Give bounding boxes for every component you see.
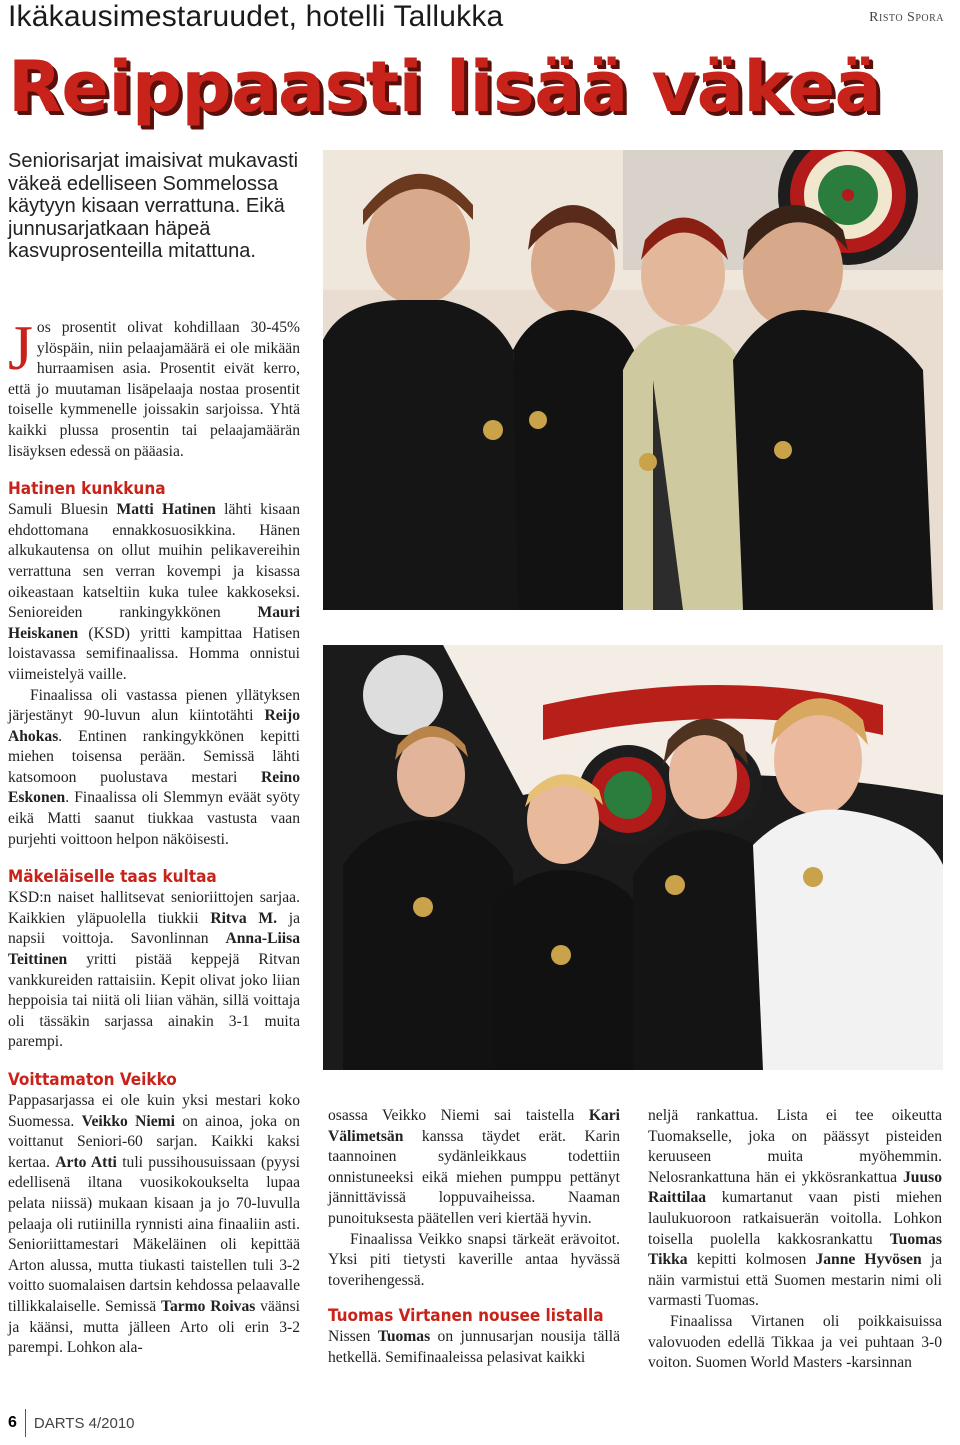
dropcap: J: [8, 312, 33, 383]
subhead-makelainen: Mäkeläiselle taas kultaa: [8, 867, 217, 888]
section-kicker: Ikäkausimestaruudet, hotelli Tallukka: [8, 0, 504, 33]
paragraph: neljä rankattua. Lista ei tee oikeutta Tuomakselle, joka on päässyt pisteiden keruuseen muita myöhemmin. Nelosrankattuna hän ei ykkösrankattua Juuso Raittilaa kumartanut vaan pisti miehen laulukuoroon ratkaisuerän voitolla. Lohkon toisella puolella kakkosrankattu Tuomas Tikka kepitti kolmosen Janne Hyvösen ja näin varmistui että Suomen mestarin nimi oli varmasti Tuomas.: [648, 1107, 942, 1310]
article-column-2: [328, 1106, 620, 1369]
magazine-issue: DARTS 4/2010: [33, 1414, 135, 1432]
intro-paragraph: Jos prosentit olivat kohdillaan 30-45% ylöspäin, niin pelaajamäärä ei ole mikään hurraamisen asia. Prosentit eivät kerro, että jo muutaman lisäpelaaja nostaa prosentit toiselle kymmenelle joissakin sarjoissa. Yhtä kaikki plussa prosentin tai pelaajamäärän lisäyksen edessä on pääasia.: [8, 312, 300, 460]
subhead-hatinen: Hatinen kunkkuna: [8, 479, 166, 500]
article-column-3: [648, 1106, 942, 1374]
paragraph: Nissen Tuomas on junnusarjan nousija tällä hetkellä. Semifinaaleissa pelasivat kaikki: [328, 1328, 620, 1366]
footer-divider: [25, 1409, 26, 1437]
paragraph: osassa Veikko Niemi sai taistella Kari Välimetsän kanssa täydet erät. Karin taannoinen sydänleikkaus todettiin onnistuneeksi eikä miehen pumppu pettänyt jännittävissä loppuvaiheissa. Naaman punoituksesta päätellen veri kiertää hyvin.: [328, 1107, 620, 1227]
article-column-1: [8, 312, 301, 1359]
photo-women-medalists: [323, 150, 943, 610]
paragraph: Finaalissa Veikko snapsi tärkeät erävoitot. Yksi piti tietysti kaverille antaa hyvässä toverihengessä.: [328, 1230, 620, 1289]
subhead-tuomas: Tuomas Virtanen nousee listalla: [328, 1306, 604, 1327]
lead-paragraph: Seniorisarjat imaisivat mukavasti väkeä edelliseen Sommelossa käytyyn kisaan verrattuna. Eikä junnusarjatkaan häpeä kasvuprosenteilla mitattuna.: [8, 150, 299, 262]
paragraph: Finaalissa oli vastassa pienen yllätyksen järjestänyt 90-luvun alun kiintotähti Reijo Ahokas. Entinen rankingykkönen kepitti miehen toisensa perään. Semissä lähti katsomoon puolustava mestari Reino Eskonen. Finaalissa oli Slemmyn eväät syöty eikä Matti saanut tiukkaa vastusta vaan purjehti voittoon helpon näköisesti.: [8, 686, 300, 848]
paragraph: KSD:n naiset hallitsevat senioriittojen sarjaa. Kaikkien yläpuolella tiukkii Ritva M. ja napsii voittoja. Savonlinnan Anna-Liisa Teittinen yritti pistää keppejä Ritvan vankkureiden rattaisiin. Kepit olivat joko liian heppoisia tai niitä oli liian vähän, sillä voittaja oli tässäkin sarjassa ainakin 3-1 muita parempi.: [8, 889, 300, 1051]
paragraph: Samuli Bluesin Matti Hatinen lähti kisaan ehdottomana ennakkosuosikkina. Hänen alkukautensa on ollut muihin pelikavereihin verrattuna sen verran kovempi ja kisassa oikeastaan katseltiin kuka tulee kakkoseksi. Senioreiden rankingykkönen Mauri Heiskanen (KSD) yritti kampittaa Hatisen loistavassa semifinaalissa. Homma onnistui viimeistelyä vaille.: [8, 501, 300, 683]
page-number: 6: [8, 1414, 17, 1431]
page-footer: [8, 1409, 135, 1437]
headline: Reippaasti lisää väkeä: [8, 46, 882, 128]
paragraph: Pappasarjassa ei ole kuin yksi mestari koko Suomessa. Veikko Niemi on ainoa, joka on voittanut Seniori-60 sarjan. Kaikki kaksi kertaa. Arto Atti tuli pussihousuissaan (pyysi edellisenä iltana vuosikokoukselta lupaa pelata niissä) mukaan kisaan ja jo 70-luvulla pelaaja oli rutiinilla rynnisti aina finaaliin asti. Senioriittamestari Mäkeläinen oli kepittää Arton alussa, mutta tiukasti taistellen tuli 3-2 voitto suomalaisen dartsin kehdossa pelaavalle tillikkalaiselle. Semissä Tarmo Roivas väänsi ja käänsi, mutta jälleen Arto oli erin 3-2 parempi. Lohkon ala-: [8, 1092, 301, 1357]
subhead-veikko: Voittamaton Veikko: [8, 1070, 177, 1090]
author-name: Risto Spora: [869, 10, 944, 25]
paragraph: Finaalissa Virtanen oli poikkaisuissa valovuoden edellä Tikkaa ja vei puhtaan 3-0 voiton. Suomen World Masters -karsinnan: [648, 1312, 942, 1372]
photo-junior-medalists: [323, 645, 943, 1070]
